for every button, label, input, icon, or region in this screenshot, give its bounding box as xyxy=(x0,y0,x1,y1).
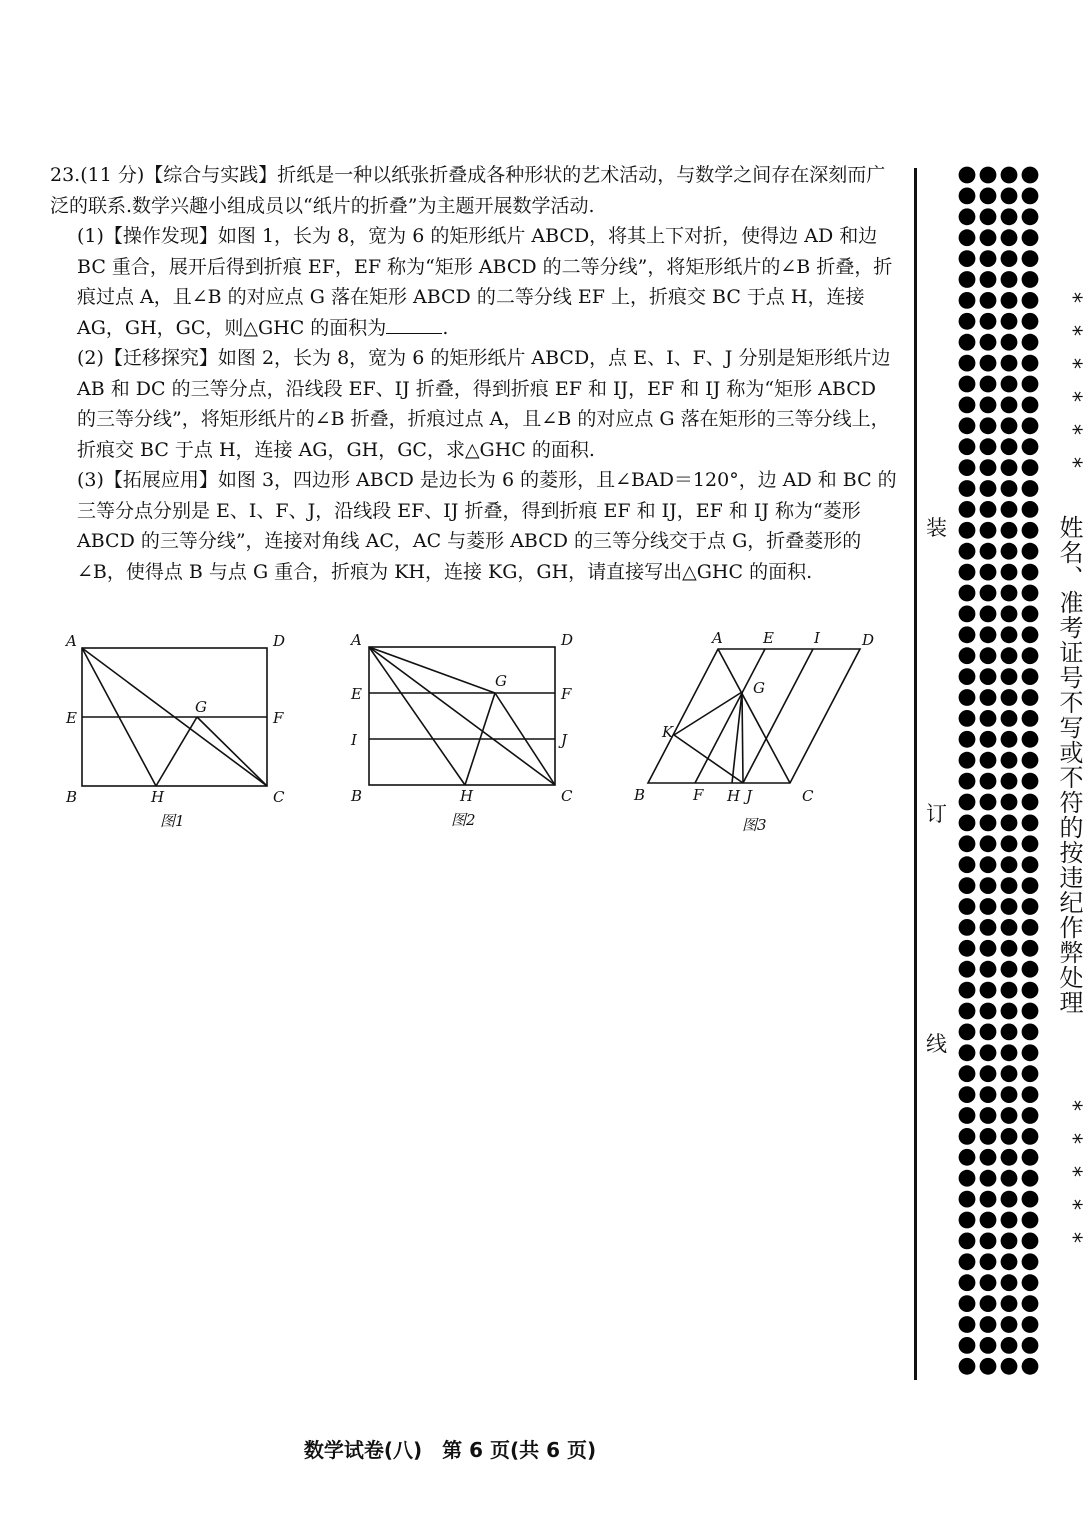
label-B: B xyxy=(351,787,363,805)
dot xyxy=(980,480,997,497)
dot xyxy=(1001,397,1018,414)
label-E: E xyxy=(351,685,362,703)
dot xyxy=(1001,835,1018,852)
dot xyxy=(959,250,976,267)
binding-xian: 线 xyxy=(926,1032,947,1056)
dot xyxy=(959,564,976,581)
dot xyxy=(1001,522,1018,539)
dot xyxy=(1022,1003,1039,1020)
dot xyxy=(1001,1128,1018,1145)
dot xyxy=(1001,1212,1018,1229)
dot xyxy=(959,940,976,957)
dot xyxy=(1022,1044,1039,1061)
dot xyxy=(1001,355,1018,372)
dot xyxy=(1022,1212,1039,1229)
dot xyxy=(980,835,997,852)
dot xyxy=(1001,1149,1018,1166)
dot xyxy=(1001,1191,1018,1208)
dot xyxy=(1022,1316,1039,1333)
figure-3-caption: 图3 xyxy=(742,816,767,834)
dot xyxy=(1001,752,1018,769)
dot xyxy=(959,313,976,330)
label-C: C xyxy=(802,787,814,805)
dot xyxy=(1001,898,1018,915)
dot xyxy=(1022,397,1039,414)
dot xyxy=(1022,668,1039,685)
label-B: B xyxy=(634,786,646,804)
dot xyxy=(959,710,976,727)
dot xyxy=(1022,689,1039,706)
label-I: I xyxy=(351,731,357,749)
dot xyxy=(1022,313,1039,330)
dot xyxy=(959,355,976,372)
dot xyxy=(980,1170,997,1187)
dot xyxy=(1022,647,1039,664)
dot xyxy=(980,543,997,560)
dot xyxy=(959,1274,976,1291)
dot xyxy=(980,522,997,539)
dot xyxy=(1022,1086,1039,1103)
dot xyxy=(980,501,997,518)
dot xyxy=(1001,292,1018,309)
label-E: E xyxy=(66,709,77,727)
dot xyxy=(980,459,997,476)
dot xyxy=(1022,1337,1039,1354)
dot xyxy=(959,292,976,309)
dot xyxy=(1022,1253,1039,1270)
figure-3 xyxy=(628,625,878,840)
dot xyxy=(1022,417,1039,434)
label-A: A xyxy=(66,632,77,650)
label-K: K xyxy=(662,723,674,741)
dot xyxy=(1022,208,1039,225)
dot xyxy=(959,1003,976,1020)
dot xyxy=(959,376,976,393)
dot xyxy=(980,919,997,936)
dot xyxy=(959,1295,976,1312)
dot xyxy=(1001,417,1018,434)
dot xyxy=(1001,606,1018,623)
dot xyxy=(1022,1274,1039,1291)
dot xyxy=(980,334,997,351)
dot xyxy=(1022,1233,1039,1250)
dot xyxy=(980,668,997,685)
label-A: A xyxy=(712,629,723,647)
dot xyxy=(1022,1107,1039,1124)
label-G: G xyxy=(753,679,765,697)
label-I: I xyxy=(814,629,820,647)
dot xyxy=(1001,334,1018,351)
dot xyxy=(1001,480,1018,497)
figure-2 xyxy=(345,625,585,829)
dot xyxy=(959,501,976,518)
dot xyxy=(1001,459,1018,476)
label-J: J xyxy=(561,731,568,749)
dot xyxy=(980,1316,997,1333)
dot xyxy=(959,835,976,852)
dot xyxy=(980,1295,997,1312)
dot xyxy=(980,376,997,393)
dot xyxy=(959,1128,976,1145)
dot xyxy=(1022,459,1039,476)
dot xyxy=(1001,1107,1018,1124)
dot xyxy=(1022,376,1039,393)
dot xyxy=(980,1274,997,1291)
dot xyxy=(980,188,997,205)
binding-zhuang: 装 xyxy=(926,516,947,540)
dot xyxy=(1022,982,1039,999)
label-E: E xyxy=(763,629,774,647)
dot xyxy=(1001,1358,1018,1375)
dot xyxy=(980,1128,997,1145)
dot xyxy=(980,606,997,623)
dot xyxy=(1022,606,1039,623)
dot xyxy=(959,731,976,748)
dot xyxy=(1001,1295,1018,1312)
dot xyxy=(1001,961,1018,978)
dot xyxy=(980,208,997,225)
dot xyxy=(1001,1003,1018,1020)
dot xyxy=(980,773,997,790)
dot xyxy=(959,1044,976,1061)
label-D: D xyxy=(561,631,574,649)
dot xyxy=(1022,835,1039,852)
label-F: F xyxy=(273,709,284,727)
dot xyxy=(980,438,997,455)
dot xyxy=(1022,334,1039,351)
dot xyxy=(980,1337,997,1354)
question-part-3: (3)【拓展应用】如图 3，四边形 ABCD 是边长为 6 的菱形，且∠BAD＝120°，边 AD 和 BC 的三等分点分别是 E、I、F、J，沿线段 EF、IJ 折叠，得到折痕 EF 和 IJ，EF 和 IJ 称为“菱形 ABCD 的三等分线”，连接对角线 AC，AC 与菱形 ABCD 的三等分线交于点 G，折叠菱形的∠B，使得点 B 与点 G 重合，折痕为 KH，连接 KG，GH，请直接写出△GHC 的面积. xyxy=(77,469,897,583)
dot xyxy=(980,167,997,184)
answer-blank xyxy=(386,315,442,334)
dot xyxy=(959,417,976,434)
label-D: D xyxy=(862,631,875,649)
dot xyxy=(1022,752,1039,769)
dot xyxy=(980,961,997,978)
dot xyxy=(1022,1191,1039,1208)
dot xyxy=(980,1191,997,1208)
dot xyxy=(1001,1065,1018,1082)
dot xyxy=(980,292,997,309)
dot xyxy=(959,668,976,685)
dot xyxy=(959,898,976,915)
dot xyxy=(980,1107,997,1124)
dot xyxy=(980,1086,997,1103)
figure-1 xyxy=(60,628,300,828)
dot xyxy=(1001,668,1018,685)
dot xyxy=(1001,773,1018,790)
dot xyxy=(959,982,976,999)
stars-bottom: ***** xyxy=(1060,1100,1085,1265)
dot xyxy=(1001,585,1018,602)
label-G: G xyxy=(495,672,507,690)
dot xyxy=(980,1253,997,1270)
dot xyxy=(980,1149,997,1166)
dot xyxy=(1001,1316,1018,1333)
dot xyxy=(1001,1253,1018,1270)
dot xyxy=(1022,877,1039,894)
dot xyxy=(980,982,997,999)
dot xyxy=(1001,376,1018,393)
dot xyxy=(1022,898,1039,915)
part1-end: . xyxy=(442,316,449,339)
dot xyxy=(980,689,997,706)
dot xyxy=(980,271,997,288)
dot xyxy=(959,773,976,790)
dot xyxy=(1001,208,1018,225)
dot xyxy=(980,1003,997,1020)
dot xyxy=(959,919,976,936)
dot xyxy=(1001,1024,1018,1041)
dot xyxy=(980,710,997,727)
label-F: F xyxy=(693,786,704,804)
binding-line xyxy=(914,168,917,1380)
dot xyxy=(1022,501,1039,518)
stars-top: ****** xyxy=(1060,292,1085,490)
dot xyxy=(959,167,976,184)
dot-pattern xyxy=(955,165,1050,1375)
dot xyxy=(1022,731,1039,748)
dot xyxy=(980,564,997,581)
dot xyxy=(959,271,976,288)
question-header: 23.(11 分)【综合与实践】折纸是一种以纸张折叠成各种形状的艺术活动，与数学之间存在深刻而广泛的联系.数学兴趣小组成员以“纸片的折叠”为主题开展数学活动. xyxy=(50,164,886,217)
dot xyxy=(959,480,976,497)
dot xyxy=(1001,229,1018,246)
dot xyxy=(959,1191,976,1208)
dot xyxy=(980,313,997,330)
dot xyxy=(1022,188,1039,205)
dot xyxy=(1022,919,1039,936)
dot xyxy=(1022,292,1039,309)
dot xyxy=(1022,250,1039,267)
dot xyxy=(1022,1170,1039,1187)
dot xyxy=(959,334,976,351)
dot xyxy=(1001,689,1018,706)
page-footer: 数学试卷(八) 第 6 页(共 6 页) xyxy=(303,1438,597,1462)
dot xyxy=(1001,647,1018,664)
dot xyxy=(1022,940,1039,957)
dot xyxy=(980,815,997,832)
dot xyxy=(980,794,997,811)
dot xyxy=(1001,919,1018,936)
dot xyxy=(1022,1358,1039,1375)
dot xyxy=(959,208,976,225)
dot xyxy=(1001,1044,1018,1061)
dot xyxy=(1001,1274,1018,1291)
dot xyxy=(1022,815,1039,832)
dot xyxy=(959,794,976,811)
dot xyxy=(959,229,976,246)
dot xyxy=(1022,1024,1039,1041)
dot xyxy=(1001,250,1018,267)
dot xyxy=(1022,355,1039,372)
dot xyxy=(959,606,976,623)
question-part-1 xyxy=(50,221,900,343)
dot xyxy=(1022,564,1039,581)
label-F: F xyxy=(561,685,572,703)
dot xyxy=(959,543,976,560)
dot xyxy=(980,229,997,246)
dot xyxy=(980,752,997,769)
dot xyxy=(1001,438,1018,455)
dot xyxy=(959,1212,976,1229)
dot xyxy=(980,647,997,664)
dot xyxy=(959,961,976,978)
dot xyxy=(959,1233,976,1250)
dot xyxy=(1022,773,1039,790)
dot xyxy=(959,522,976,539)
dot xyxy=(1001,501,1018,518)
dot xyxy=(1022,794,1039,811)
label-H: H xyxy=(460,787,474,805)
dot xyxy=(959,689,976,706)
dot xyxy=(980,940,997,957)
figure-2-caption: 图2 xyxy=(451,811,476,829)
dot xyxy=(959,459,976,476)
dot xyxy=(959,1316,976,1333)
dot xyxy=(980,626,997,643)
label-C: C xyxy=(561,787,573,805)
dot xyxy=(959,1337,976,1354)
dot xyxy=(1022,438,1039,455)
dot xyxy=(959,188,976,205)
dot xyxy=(1001,877,1018,894)
dot xyxy=(1001,626,1018,643)
dot xyxy=(959,626,976,643)
dot xyxy=(980,397,997,414)
figure-1-caption: 图1 xyxy=(160,812,185,830)
dot xyxy=(1001,710,1018,727)
label-D: D xyxy=(273,632,286,650)
dot xyxy=(980,731,997,748)
dot xyxy=(1001,940,1018,957)
dot xyxy=(959,585,976,602)
dot xyxy=(1022,710,1039,727)
dot xyxy=(1022,1149,1039,1166)
dot xyxy=(1022,961,1039,978)
dot xyxy=(1022,522,1039,539)
dot xyxy=(1001,815,1018,832)
dot xyxy=(980,1358,997,1375)
dot xyxy=(1001,1170,1018,1187)
label-G: G xyxy=(195,698,207,716)
dot xyxy=(980,1233,997,1250)
dot xyxy=(959,752,976,769)
dot xyxy=(980,898,997,915)
dot xyxy=(959,1086,976,1103)
dot xyxy=(1022,1295,1039,1312)
label-A: A xyxy=(351,631,362,649)
dot xyxy=(1001,1233,1018,1250)
dot xyxy=(959,1170,976,1187)
dot xyxy=(1022,167,1039,184)
dot xyxy=(980,856,997,873)
dot xyxy=(1001,188,1018,205)
label-J: J xyxy=(746,787,753,805)
dot xyxy=(1022,271,1039,288)
dot xyxy=(1001,564,1018,581)
dot xyxy=(959,1107,976,1124)
dot xyxy=(1001,794,1018,811)
dot xyxy=(980,1212,997,1229)
dot xyxy=(1022,1065,1039,1082)
dot xyxy=(980,877,997,894)
dot xyxy=(1022,543,1039,560)
dot xyxy=(959,877,976,894)
question-23 xyxy=(50,160,900,587)
dot xyxy=(1022,480,1039,497)
dot xyxy=(1001,167,1018,184)
label-C: C xyxy=(273,788,285,806)
question-part-2: (2)【迁移探究】如图 2，长为 8，宽为 6 的矩形纸片 ABCD，点 E、I、F、J 分别是矩形纸片边 AB 和 DC 的三等分点，沿线段 EF、IJ 折叠，得到折痕 EF 和 IJ，EF 和 IJ 称为“矩形 ABCD 的三等分线”，将矩形纸片的∠B 折叠，折痕过点 A，且∠B 的对应点 G 落在矩形的三等分线上，折痕交 BC 于点 H，连接 AG，GH，GC，求△GHC 的面积. xyxy=(77,347,891,461)
dot xyxy=(980,585,997,602)
dot xyxy=(1001,271,1018,288)
dot xyxy=(959,856,976,873)
label-H: H xyxy=(151,788,165,806)
dot xyxy=(1022,585,1039,602)
binding-ding: 订 xyxy=(926,802,947,826)
label-H: H xyxy=(727,787,741,805)
label-B: B xyxy=(66,788,78,806)
dot xyxy=(980,1024,997,1041)
dot xyxy=(959,1024,976,1041)
part1-text: (1)【操作发现】如图 1，长为 8，宽为 6 的矩形纸片 ABCD，将其上下对折，使得边 AD 和边 BC 重合，展开后得到折痕 EF，EF 称为“矩形 ABCD 的二等分线”，将矩形纸片的∠B 折叠，折痕过点 A，且∠B 的对应点 G 落在矩形 ABCD 的二等分线 EF 上，折痕交 BC 于点 H，连接 AG，GH，GC，则△GHC 的面积为 xyxy=(77,225,893,339)
dot xyxy=(959,815,976,832)
dot xyxy=(1022,626,1039,643)
dot xyxy=(1001,982,1018,999)
dot xyxy=(959,438,976,455)
dot xyxy=(1022,856,1039,873)
dot xyxy=(980,355,997,372)
dot xyxy=(980,250,997,267)
dot xyxy=(980,417,997,434)
dot xyxy=(1022,1128,1039,1145)
dot xyxy=(959,647,976,664)
dot xyxy=(959,1065,976,1082)
dot xyxy=(959,1149,976,1166)
dot xyxy=(959,397,976,414)
dot xyxy=(1001,313,1018,330)
dot xyxy=(980,1065,997,1082)
dot xyxy=(1001,856,1018,873)
dot xyxy=(1001,543,1018,560)
dot xyxy=(1001,731,1018,748)
dot xyxy=(1022,229,1039,246)
dot xyxy=(1001,1337,1018,1354)
dot xyxy=(980,1044,997,1061)
dot xyxy=(959,1253,976,1270)
dot xyxy=(1001,1086,1018,1103)
exam-notice: 姓名、准考证号不写或不符的按违纪作弊处理 xyxy=(1055,515,1083,1015)
dot xyxy=(959,1358,976,1375)
